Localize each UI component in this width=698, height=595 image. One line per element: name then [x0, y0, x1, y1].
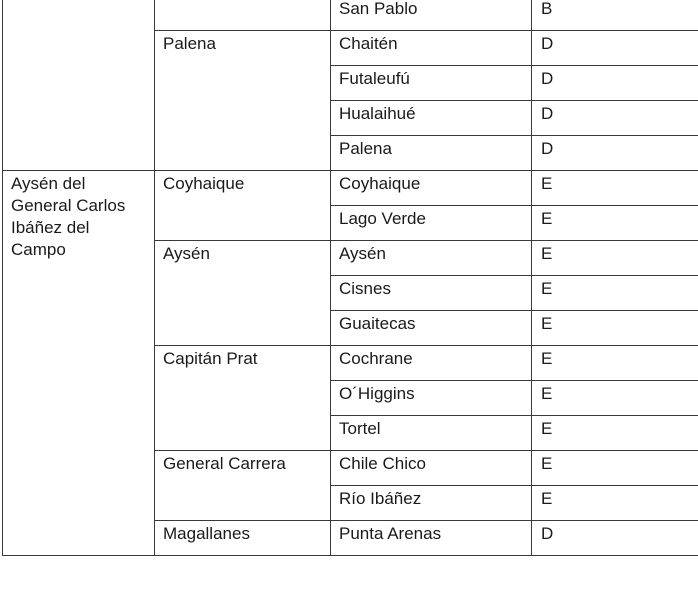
province-cell — [155, 0, 331, 31]
zone-cell: D — [532, 521, 698, 556]
zone-cell: E — [532, 171, 698, 206]
commune-cell: Punta Arenas — [331, 521, 532, 556]
table-row — [3, 0, 698, 31]
province-cell: Coyhaique — [155, 171, 331, 241]
commune-cell: Chaitén — [331, 31, 532, 66]
commune-cell: Cisnes — [331, 276, 532, 311]
commune-cell: Lago Verde — [331, 206, 532, 241]
commune-cell: Guaitecas — [331, 311, 532, 346]
zone-cell: B — [532, 0, 698, 31]
commune-cell: Cochrane — [331, 346, 532, 381]
zone-cell: E — [532, 486, 698, 521]
commune-cell: Hualaihué — [331, 101, 532, 136]
zone-cell: E — [532, 311, 698, 346]
zone-cell: E — [532, 241, 698, 276]
zone-cell: D — [532, 101, 698, 136]
zone-cell: E — [532, 346, 698, 381]
commune-cell: Coyhaique — [331, 171, 532, 206]
zone-cell: D — [532, 66, 698, 101]
commune-cell: San Pablo — [331, 0, 532, 31]
zone-cell: E — [532, 451, 698, 486]
province-cell: Aysén — [155, 241, 331, 346]
zone-cell: D — [532, 31, 698, 66]
zone-cell: E — [532, 276, 698, 311]
zone-cell: E — [532, 416, 698, 451]
province-cell: Capitán Prat — [155, 346, 331, 451]
commune-cell: O´Higgins — [331, 381, 532, 416]
zones-table — [2, 0, 698, 556]
zone-cell: E — [532, 206, 698, 241]
region-cell — [3, 0, 155, 171]
commune-cell: Chile Chico — [331, 451, 532, 486]
region-cell: Aysén del General Carlos Ibáñez del Campo — [3, 171, 155, 556]
commune-cell: Tortel — [331, 416, 532, 451]
commune-cell: Futaleufú — [331, 66, 532, 101]
zone-cell: D — [532, 136, 698, 171]
commune-cell: Río Ibáñez — [331, 486, 532, 521]
table-row — [3, 171, 698, 206]
zone-cell: E — [532, 381, 698, 416]
province-cell: General Carrera — [155, 451, 331, 521]
province-cell: Palena — [155, 31, 331, 171]
commune-cell: Aysén — [331, 241, 532, 276]
province-cell: Magallanes — [155, 521, 331, 556]
commune-cell: Palena — [331, 136, 532, 171]
